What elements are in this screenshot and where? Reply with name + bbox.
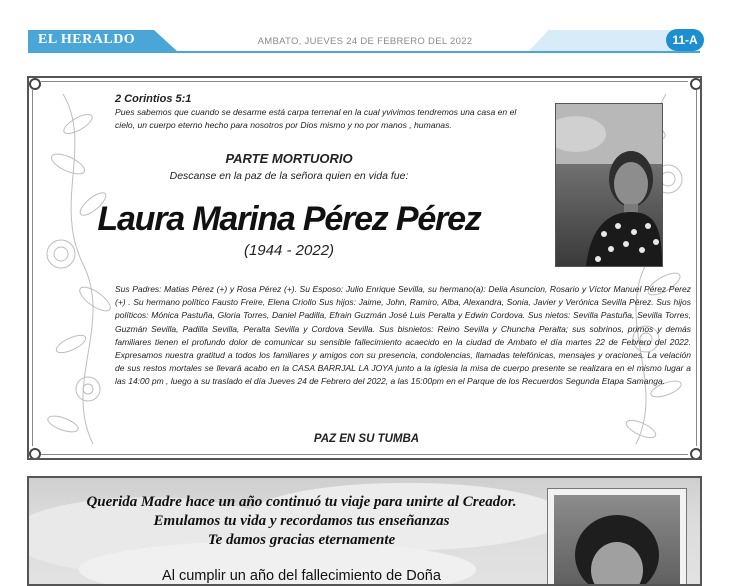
- notice-title: PARTE MORTUORIO: [225, 151, 353, 166]
- portrait-photo-icon: [556, 104, 662, 266]
- dateline: AMBATO, JUEVES 24 DE FEBRERO DEL 2022: [257, 36, 473, 47]
- anniversary-line-4: Al cumplir un año del fallecimiento de Doña: [162, 568, 441, 584]
- portrait-photo-icon: [554, 495, 680, 586]
- header-rule: [28, 51, 700, 53]
- anniversary-line-1: Querida Madre hace un año continuó tu viaje para unirte al Creador.: [86, 494, 517, 510]
- closing-line: PAZ EN SU TUMBA: [313, 433, 420, 445]
- deceased-photo: [555, 103, 663, 267]
- verse-text: Pues sabemos que cuando se desarme está carpa terrenal en la cual yvivimos tendremos una casa en el cielo, un cuerpo eterno hecho para nosotros por Dios mismo y no por manos , humanas.: [115, 107, 517, 130]
- anniversary-line-3: Te damos gracias eternamente: [207, 532, 396, 548]
- obituary-notice: [27, 76, 702, 460]
- anniversary-notice: [27, 476, 702, 586]
- notice-subtitle: Descanse en la paz de la señora quien en vida fue:: [169, 170, 409, 182]
- deceased-name: Laura Marina Pérez Pérez: [97, 200, 481, 238]
- obituary-body: Sus Padres: Matias Pérez (+) y Rosa Pérez (+). Su Esposo: Julio Enrique Sevilla, su hermano(a): Delia Asuncion, Rosario y Víctor Manuel Pérez Perez (+) . Su hermano político Fausto Freire, Elena Criollo Sus hijos: Jaime, John, Ramiro, Alba, Alexandra, Sonia, Javier y Verónica Sevilla Pérez. Sus hijos políticos: Mónica Pastuña, Gloria Torres, Daniel Padilla, Efrain Guzmán José Luis Peralta y Edwin Cordova. Sus nietos: Sevilla Pastuña, Sevilla Torres, Guzmán Sevilla, Padilla Sevilla, Peralta Sevilla y Cordova Sevilla. Sus bisnietos: Reino Sevilla y Chuncha Peralta; sus sobrinos, primos y demás familiares tienen el profundo dolor de comunicar su sensible fallecimiento acaecido en la ciudad de Ambato el día martes 22 de Febrero del 2022. Expresamos nuestra gratitud a todos los familiares y amigos con su presencia, condolencias, llamadas telefónicas, mensajes y oraciones. La velación de sus restos mortales se llevará acabo en la CASA BARRJAL LA JOYA junto a la iglesia la misa de cuerpo presente se realizara en el mismo lugar a las 14:00 pm , luego a su traslado el día Jueves 24 de Febrero del 2022, a las 15:00pm en el Parque de los Recuerdos Segunda Etapa Samanga.: [115, 284, 691, 387]
- page-number-badge: 11-A: [666, 29, 704, 51]
- verse-reference: 2 Corintios 5:1: [115, 93, 192, 105]
- newspaper-header: [0, 0, 730, 60]
- life-years: (1944 - 2022): [243, 242, 335, 259]
- anniversary-photo: [547, 488, 687, 586]
- newspaper-brand: EL HERALDO: [38, 32, 136, 47]
- floral-decoration-left-icon: [33, 84, 153, 454]
- anniversary-line-2: Emulamos tu vida y recordamos tus enseñanzas: [153, 513, 450, 529]
